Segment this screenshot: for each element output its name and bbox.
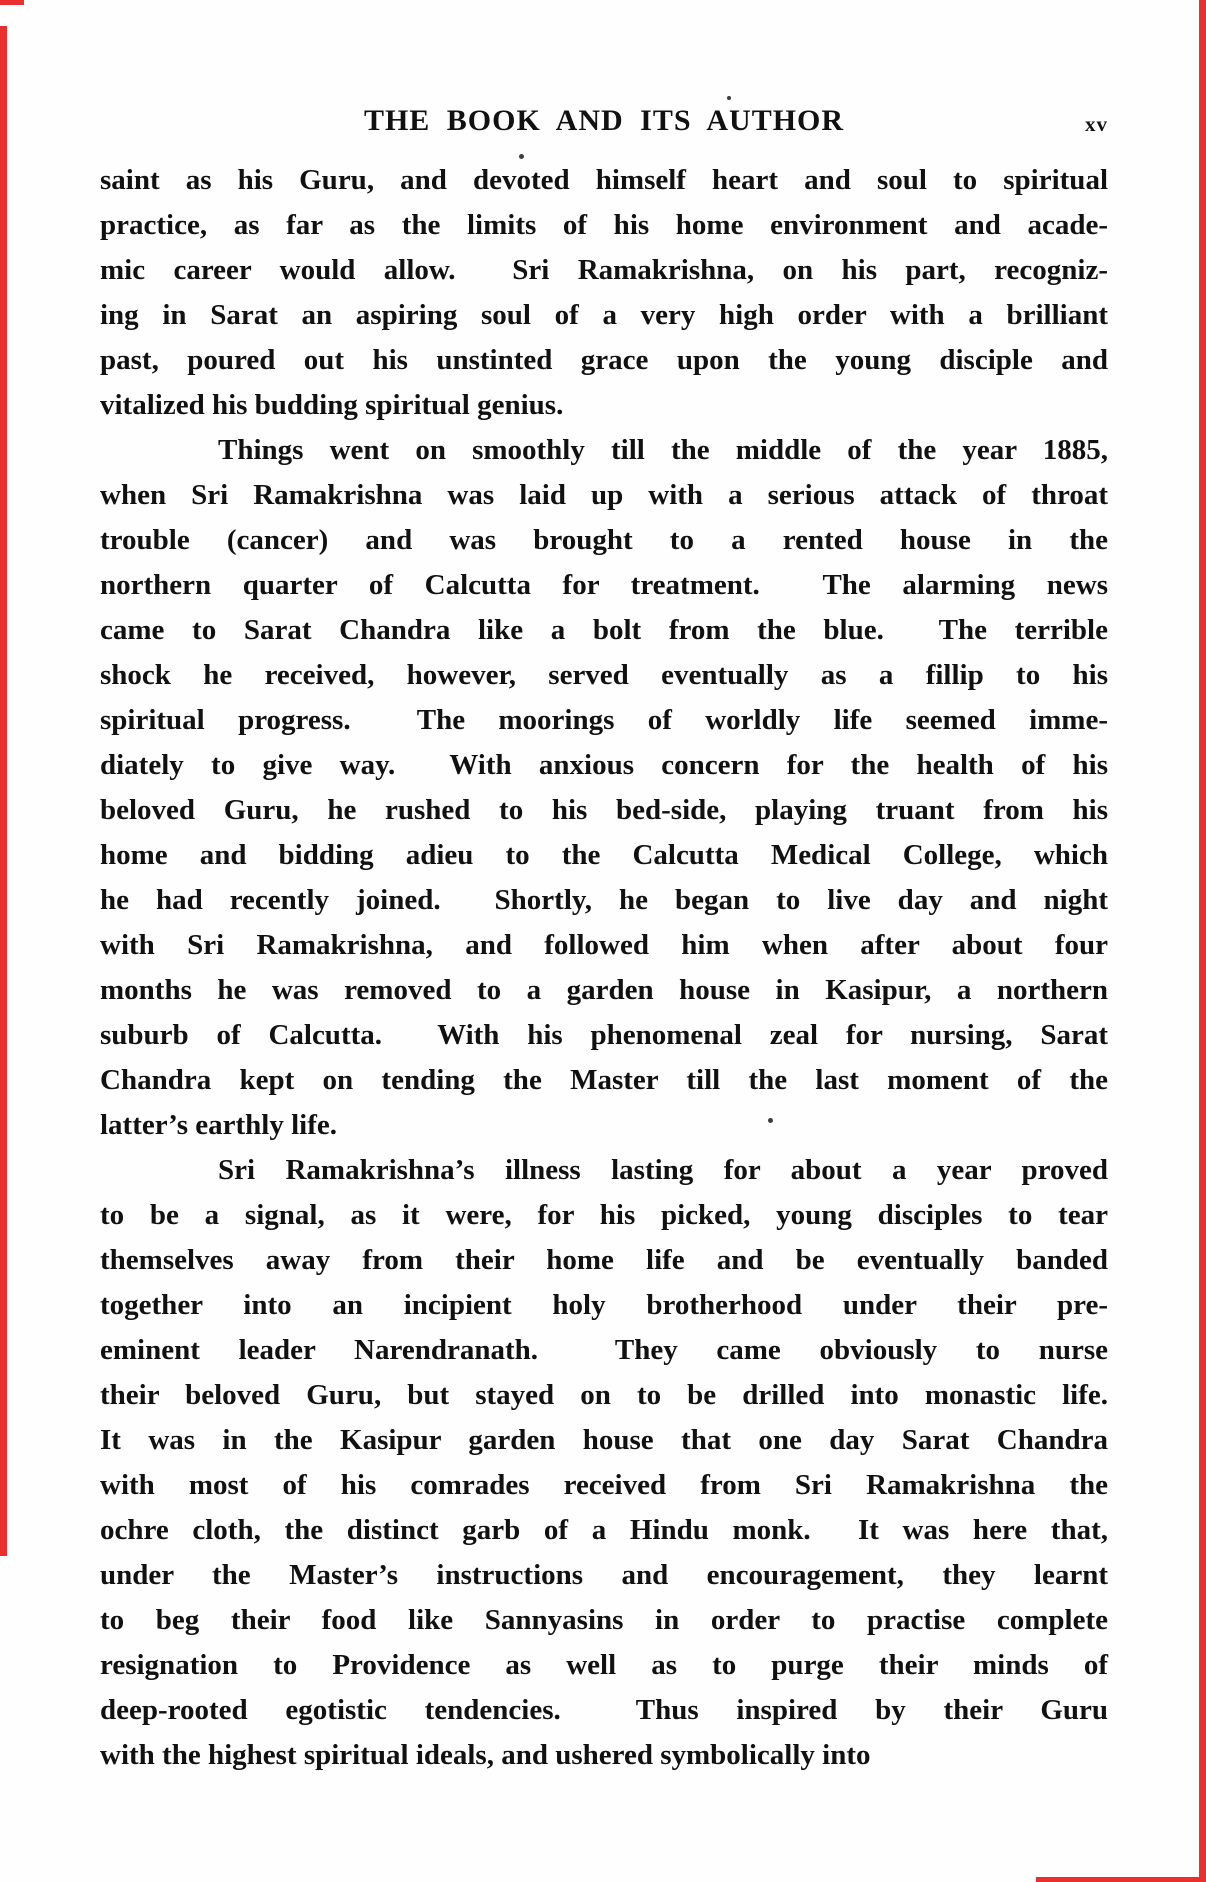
- text-line: Things went on smoothly till the middle of the year 1885,: [218, 434, 1108, 466]
- text-line: ochre cloth, the distinct garb of a Hindu monk. It was here that,: [100, 1514, 1108, 1546]
- text-line: their beloved Guru, but stayed on to be drilled into monastic life.: [100, 1379, 1108, 1411]
- text-line: suburb of Calcutta. With his phenomenal zeal for nursing, Sarat: [100, 1019, 1108, 1051]
- text-line: spiritual progress. The moorings of worldly life seemed imme-: [100, 704, 1108, 736]
- text-line: saint as his Guru, and devoted himself heart and soul to spiritual: [100, 164, 1108, 196]
- text-line: with Sri Ramakrishna, and followed him when after about four: [100, 929, 1108, 961]
- text-line: It was in the Kasipur garden house that one day Sarat Chandra: [100, 1424, 1108, 1456]
- scan-red-edge-left: [0, 26, 7, 1556]
- text-line: resignation to Providence as well as to purge their minds of: [100, 1649, 1108, 1681]
- text-line: latter’s earthly life.: [100, 1109, 337, 1141]
- scan-red-edge-bottom-dash: [1036, 1877, 1206, 1882]
- text-line: vitalized his budding spiritual genius.: [100, 389, 564, 421]
- text-line: with the highest spiritual ideals, and ushered symbolically into: [100, 1739, 871, 1771]
- text-line: deep-rooted egotistic tendencies. Thus inspired by their Guru: [100, 1694, 1108, 1726]
- text-line: months he was removed to a garden house in Kasipur, a northern: [100, 974, 1108, 1006]
- text-line: under the Master’s instructions and encouragement, they learnt: [100, 1559, 1108, 1591]
- ink-speck: [727, 96, 731, 100]
- body-text-block: [100, 158, 1108, 1778]
- text-line: past, poured out his unstinted grace upon the young disciple and: [100, 344, 1108, 376]
- text-line: Sri Ramakrishna’s illness lasting for about a year proved: [218, 1154, 1108, 1186]
- ink-speck: [768, 1118, 773, 1123]
- text-line: came to Sarat Chandra like a bolt from the blue. The terrible: [100, 614, 1108, 646]
- text-line: together into an incipient holy brotherhood under their pre-: [100, 1289, 1108, 1321]
- running-title: THE BOOK AND ITS AUTHOR: [363, 104, 845, 137]
- text-line: when Sri Ramakrishna was laid up with a serious attack of throat: [100, 479, 1108, 511]
- page-number: xv: [1085, 112, 1108, 136]
- scan-red-edge-right: [1199, 0, 1206, 1882]
- text-line: beloved Guru, he rushed to his bed-side, playing truant from his: [100, 794, 1108, 826]
- text-line: home and bidding adieu to the Calcutta Medical College, which: [100, 839, 1108, 871]
- text-line: themselves away from their home life and be eventually banded: [100, 1244, 1108, 1276]
- text-line: diately to give way. With anxious concern for the health of his: [100, 749, 1108, 781]
- text-line: he had recently joined. Shortly, he began to live day and night: [100, 884, 1108, 916]
- ink-speck: [519, 154, 524, 159]
- running-head: [100, 103, 1108, 143]
- text-line: northern quarter of Calcutta for treatment. The alarming news: [100, 569, 1108, 601]
- text-line: practice, as far as the limits of his home environment and acade-: [100, 209, 1108, 241]
- text-line: trouble (cancer) and was brought to a rented house in the: [100, 524, 1108, 556]
- text-line: to be a signal, as it were, for his picked, young disciples to tear: [100, 1199, 1108, 1231]
- text-line: with most of his comrades received from Sri Ramakrishna the: [100, 1469, 1108, 1501]
- text-line: shock he received, however, served eventually as a fillip to his: [100, 659, 1108, 691]
- text-line: ing in Sarat an aspiring soul of a very high order with a brilliant: [100, 299, 1108, 331]
- text-line: Chandra kept on tending the Master till the last moment of the: [100, 1064, 1108, 1096]
- scan-red-edge-top-dash: [0, 0, 24, 5]
- text-line: to beg their food like Sannyasins in order to practise complete: [100, 1604, 1108, 1636]
- text-line: eminent leader Narendranath. They came obviously to nurse: [100, 1334, 1108, 1366]
- text-line: mic career would allow. Sri Ramakrishna, on his part, recogniz-: [100, 254, 1108, 286]
